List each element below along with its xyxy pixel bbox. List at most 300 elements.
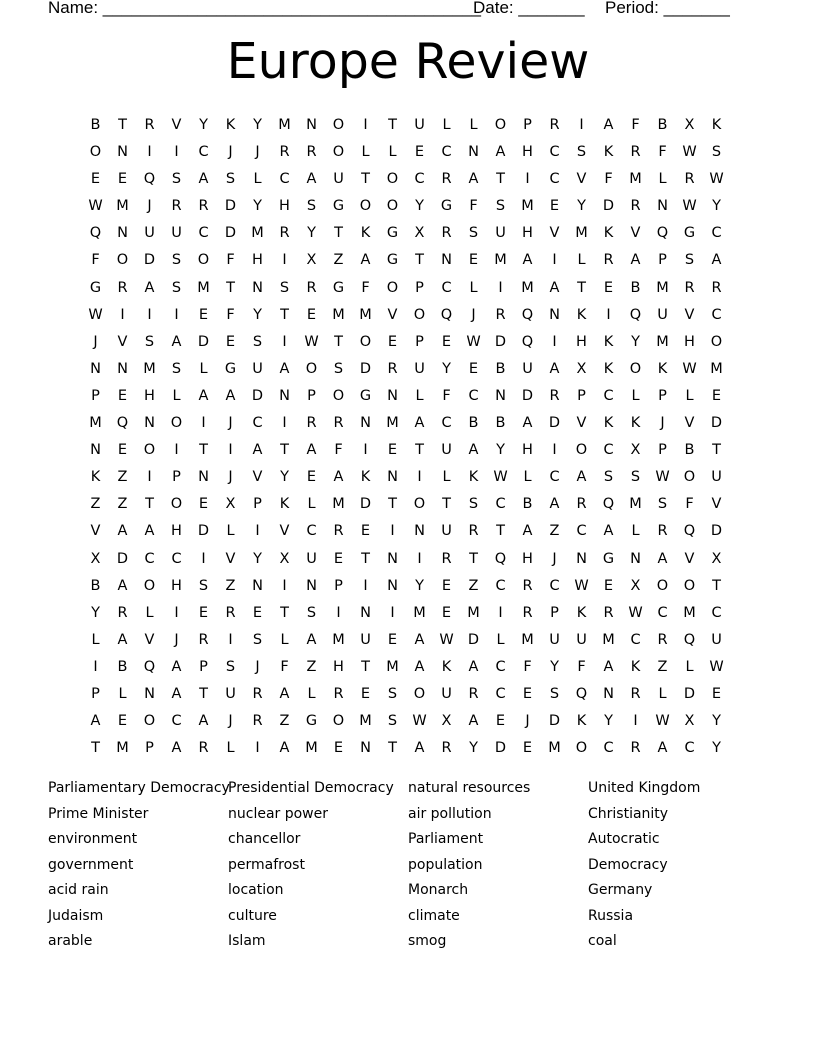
grid-letter: M	[386, 658, 399, 675]
grid-letter: Q	[116, 415, 129, 432]
grid-letter: N	[144, 685, 155, 702]
grid-letter: X	[684, 117, 695, 133]
grid-letter: A	[144, 279, 155, 296]
grid-row	[82, 600, 730, 627]
grid-letter: Q	[575, 685, 588, 702]
grid-letter: L	[307, 685, 316, 702]
grid-letter: A	[171, 685, 182, 702]
grid-letter: U	[441, 442, 452, 459]
grid-letter: J	[552, 550, 557, 567]
grid-letter: J	[228, 713, 233, 730]
grid-letter: Q	[656, 225, 669, 242]
grid-letter: T	[442, 496, 451, 513]
grid-letter: A	[333, 469, 344, 486]
grid-letter: S	[387, 685, 398, 702]
grid-letter: T	[712, 577, 721, 594]
grid-letter: F	[523, 658, 532, 675]
grid-letter: S	[333, 360, 344, 377]
grid-letter: X	[630, 577, 641, 594]
grid-letter: T	[361, 658, 370, 675]
grid-letter: K	[360, 225, 371, 242]
grid-letter: F	[631, 117, 640, 133]
grid-letter: C	[495, 658, 506, 675]
grid-letter: X	[279, 550, 290, 567]
grid-letter: E	[360, 523, 371, 540]
grid-letter: T	[199, 442, 208, 459]
grid-letter: M	[386, 415, 399, 432]
grid-letter: E	[387, 333, 398, 350]
grid-letter: M	[494, 252, 507, 269]
grid-letter: S	[495, 198, 506, 215]
word-bank-item: Judaism	[48, 907, 104, 924]
grid-letter: T	[469, 550, 478, 567]
grid-letter: Z	[225, 577, 236, 594]
grid-letter: E	[117, 713, 128, 730]
grid-letter: K	[603, 225, 614, 242]
grid-letter: D	[494, 333, 507, 350]
word-bank-item: Parliamentary Democracy	[48, 780, 230, 796]
grid-letter: S	[684, 252, 695, 269]
grid-letter: B	[90, 117, 101, 133]
grid-letter: Q	[602, 496, 615, 513]
grid-letter: R	[441, 225, 452, 242]
grid-letter: C	[495, 577, 506, 594]
grid-letter: W	[655, 713, 670, 730]
grid-letter: U	[144, 225, 155, 242]
word-bank-item: location	[228, 882, 284, 898]
grid-letter: E	[495, 713, 506, 730]
grid-letter: C	[711, 225, 722, 242]
grid-letter: O	[170, 415, 183, 432]
grid-letter: V	[387, 306, 398, 323]
grid-letter: M	[602, 631, 615, 648]
grid-letter: F	[604, 171, 613, 188]
grid-row	[82, 247, 730, 274]
grid-letter: I	[390, 604, 395, 621]
grid-letter: B	[468, 415, 479, 432]
grid-letter: E	[198, 604, 209, 621]
grid-letter: B	[657, 117, 668, 133]
word-bank-item: Parliament	[408, 831, 484, 847]
grid-letter: R	[441, 171, 452, 188]
grid-letter: A	[171, 740, 182, 757]
grid-letter: S	[630, 469, 641, 486]
grid-letter: M	[629, 496, 642, 513]
grid-letter: I	[147, 144, 152, 161]
grid-letter: A	[549, 360, 560, 377]
grid-letter: K	[90, 469, 101, 486]
grid-letter: E	[117, 171, 128, 188]
grid-letter: X	[90, 550, 101, 567]
grid-letter: H	[576, 333, 587, 350]
grid-row	[82, 139, 730, 166]
grid-letter: X	[711, 550, 722, 567]
word-bank-item: coal	[588, 933, 617, 949]
grid-letter: O	[332, 117, 345, 133]
grid-letter: U	[414, 117, 425, 133]
grid-letter: T	[388, 496, 397, 513]
grid-letter: B	[90, 577, 101, 594]
grid-letter: A	[522, 415, 533, 432]
grid-letter: I	[525, 171, 530, 188]
grid-letter: Y	[280, 469, 289, 486]
grid-letter: C	[414, 171, 425, 188]
grid-letter: A	[468, 442, 479, 459]
grid-letter: Y	[307, 225, 316, 242]
grid-letter: T	[712, 442, 721, 459]
grid-letter: A	[657, 550, 668, 567]
grid-letter: R	[441, 740, 452, 757]
grid-letter: V	[684, 306, 695, 323]
grid-letter: O	[332, 713, 345, 730]
grid-letter: Y	[253, 550, 262, 567]
grid-letter: S	[468, 496, 479, 513]
grid-row	[82, 437, 730, 464]
grid-letter: M	[332, 496, 345, 513]
grid-letter: D	[359, 496, 372, 513]
grid-letter: R	[333, 685, 344, 702]
grid-letter: F	[442, 387, 451, 404]
grid-letter: I	[228, 442, 233, 459]
grid-letter: K	[279, 496, 290, 513]
grid-letter: P	[91, 685, 100, 702]
grid-letter: S	[225, 171, 236, 188]
grid-letter: H	[333, 658, 344, 675]
grid-letter: V	[90, 523, 101, 540]
grid-letter: H	[144, 387, 155, 404]
grid-letter: M	[116, 198, 129, 215]
grid-letter: N	[360, 604, 371, 621]
grid-letter: C	[549, 577, 560, 594]
grid-letter: E	[711, 685, 722, 702]
grid-letter: C	[198, 225, 209, 242]
name-field: Name: ________________________________________	[48, 0, 481, 17]
grid-letter: E	[333, 550, 344, 567]
grid-letter: Q	[521, 333, 534, 350]
grid-letter: I	[255, 523, 260, 540]
grid-letter: O	[332, 387, 345, 404]
grid-letter: S	[171, 360, 182, 377]
grid-letter: U	[441, 685, 452, 702]
grid-letter: K	[711, 117, 722, 133]
grid-row	[82, 329, 730, 356]
grid-row	[82, 193, 730, 220]
word-bank-item: air pollution	[408, 805, 492, 822]
grid-letter: T	[91, 740, 100, 757]
grid-letter: P	[658, 442, 667, 459]
grid-letter: B	[522, 496, 533, 513]
grid-row	[82, 166, 730, 193]
grid-letter: A	[306, 171, 317, 188]
grid-letter: V	[144, 631, 155, 648]
grid-letter: O	[170, 496, 183, 513]
grid-letter: T	[577, 279, 586, 296]
grid-letter: Q	[521, 306, 534, 323]
grid-letter: N	[90, 360, 101, 377]
grid-letter: M	[413, 604, 426, 621]
grid-letter: K	[630, 415, 641, 432]
grid-letter: D	[251, 387, 264, 404]
word-bank-item: Presidential Democracy	[228, 780, 394, 796]
grid-letter: Z	[468, 577, 479, 594]
grid-letter: E	[522, 685, 533, 702]
grid-letter: A	[414, 415, 425, 432]
grid-letter: C	[603, 442, 614, 459]
grid-letter: A	[90, 713, 101, 730]
grid-letter: I	[282, 577, 287, 594]
grid-letter: O	[386, 198, 399, 215]
grid-letter: B	[495, 415, 506, 432]
grid-letter: K	[603, 360, 614, 377]
grid-row	[82, 573, 730, 600]
grid-letter: G	[386, 225, 399, 242]
grid-letter: E	[603, 279, 614, 296]
grid-letter: I	[282, 333, 287, 350]
grid-letter: L	[91, 631, 100, 648]
grid-letter: C	[495, 685, 506, 702]
grid-letter: I	[174, 144, 179, 161]
grid-letter: Q	[629, 306, 642, 323]
grid-letter: W	[439, 631, 454, 648]
grid-letter: D	[224, 225, 237, 242]
word-bank-item: Democracy	[588, 856, 668, 873]
grid-letter: M	[710, 360, 723, 377]
grid-letter: B	[684, 442, 695, 459]
grid-letter: A	[306, 442, 317, 459]
grid-letter: A	[603, 658, 614, 675]
grid-letter: I	[228, 631, 233, 648]
word-bank-item: government	[48, 856, 134, 873]
grid-letter: O	[413, 685, 426, 702]
grid-letter: L	[523, 469, 532, 486]
grid-letter: O	[386, 171, 399, 188]
grid-letter: Q	[440, 306, 453, 323]
grid-letter: N	[306, 577, 317, 594]
grid-letter: K	[603, 415, 614, 432]
grid-letter: R	[171, 198, 182, 215]
grid-row	[82, 681, 730, 708]
grid-letter: R	[630, 685, 641, 702]
grid-letter: A	[279, 685, 290, 702]
grid-letter: L	[226, 523, 235, 540]
grid-letter: J	[471, 306, 476, 323]
grid-letter: D	[494, 740, 507, 757]
grid-letter: I	[363, 442, 368, 459]
grid-letter: U	[711, 631, 722, 648]
grid-letter: H	[171, 577, 182, 594]
grid-letter: Y	[442, 360, 451, 377]
grid-letter: P	[334, 577, 343, 594]
grid-letter: K	[360, 469, 371, 486]
grid-letter: M	[359, 306, 372, 323]
grid-letter: L	[145, 604, 154, 621]
grid-letter: J	[228, 469, 233, 486]
grid-letter: Q	[143, 171, 156, 188]
grid-letter: L	[685, 658, 694, 675]
grid-letter: R	[117, 279, 128, 296]
grid-letter: Q	[494, 550, 507, 567]
grid-letter: E	[252, 604, 263, 621]
grid-letter: X	[306, 252, 317, 269]
grid-letter: H	[252, 252, 263, 269]
grid-letter: N	[603, 685, 614, 702]
grid-letter: P	[145, 740, 154, 757]
grid-letter: F	[469, 198, 478, 215]
grid-letter: Z	[279, 713, 290, 730]
grid-letter: I	[147, 469, 152, 486]
grid-letter: R	[198, 740, 209, 757]
grid-letter: W	[88, 306, 103, 323]
grid-letter: R	[684, 279, 695, 296]
grid-letter: N	[360, 740, 371, 757]
grid-letter: K	[603, 144, 614, 161]
grid-letter: K	[576, 306, 587, 323]
grid-letter: K	[468, 469, 479, 486]
grid-letter: S	[279, 279, 290, 296]
grid-letter: V	[630, 225, 641, 242]
grid-letter: C	[441, 279, 452, 296]
grid-letter: W	[682, 144, 697, 161]
grid-letter: E	[306, 306, 317, 323]
grid-letter: Y	[253, 306, 262, 323]
grid-row	[82, 708, 730, 735]
grid-letter: R	[603, 252, 614, 269]
grid-letter: L	[415, 387, 424, 404]
grid-letter: N	[630, 550, 641, 567]
grid-letter: I	[282, 415, 287, 432]
grid-letter: R	[306, 279, 317, 296]
word-bank-item: chancellor	[228, 831, 301, 847]
grid-letter: R	[333, 415, 344, 432]
grid-letter: G	[386, 252, 399, 269]
grid-row	[82, 112, 730, 139]
grid-letter: P	[658, 387, 667, 404]
grid-letter: R	[495, 306, 506, 323]
grid-letter: A	[603, 523, 614, 540]
grid-letter: H	[279, 198, 290, 215]
grid-letter: R	[306, 415, 317, 432]
grid-letter: O	[494, 117, 507, 133]
grid-letter: X	[630, 442, 641, 459]
grid-row	[82, 627, 730, 654]
grid-letter: S	[468, 225, 479, 242]
grid-letter: R	[198, 198, 209, 215]
grid-letter: R	[630, 198, 641, 215]
grid-letter: N	[144, 415, 155, 432]
grid-letter: M	[305, 740, 318, 757]
grid-letter: T	[280, 306, 289, 323]
grid-letter: A	[603, 117, 614, 133]
grid-letter: N	[387, 550, 398, 567]
grid-letter: G	[683, 225, 696, 242]
grid-row	[82, 518, 730, 545]
grid-letter: S	[171, 279, 182, 296]
grid-letter: C	[171, 550, 182, 567]
grid-letter: J	[660, 415, 665, 432]
grid-letter: M	[656, 279, 669, 296]
word-bank-item: Christianity	[588, 805, 669, 822]
grid-letter: P	[253, 496, 262, 513]
grid-letter: W	[682, 198, 697, 215]
grid-letter: A	[549, 279, 560, 296]
grid-letter: R	[549, 387, 560, 404]
grid-letter: F	[685, 496, 694, 513]
grid-letter: R	[684, 171, 695, 188]
grid-letter: E	[387, 631, 398, 648]
grid-letter: Q	[143, 658, 156, 675]
grid-letter: U	[306, 550, 317, 567]
grid-letter: A	[117, 523, 128, 540]
word-bank-item: Russia	[588, 907, 634, 924]
grid-letter: M	[521, 279, 534, 296]
grid-letter: A	[468, 171, 479, 188]
grid-letter: L	[631, 387, 640, 404]
grid-letter: I	[417, 550, 422, 567]
grid-letter: A	[198, 171, 209, 188]
grid-letter: R	[522, 604, 533, 621]
grid-letter: T	[226, 279, 235, 296]
grid-letter: R	[657, 631, 668, 648]
grid-letter: R	[711, 279, 722, 296]
grid-letter: V	[711, 496, 722, 513]
grid-letter: S	[252, 631, 263, 648]
grid-letter: U	[252, 360, 263, 377]
grid-letter: U	[711, 469, 722, 486]
grid-letter: H	[684, 333, 695, 350]
grid-letter: N	[657, 198, 668, 215]
grid-letter: C	[441, 415, 452, 432]
grid-letter: N	[252, 279, 263, 296]
grid-letter: V	[252, 469, 263, 486]
grid-letter: N	[117, 360, 128, 377]
grid-letter: M	[683, 604, 696, 621]
grid-letter: Y	[253, 198, 262, 215]
grid-letter: L	[685, 387, 694, 404]
grid-letter: I	[120, 306, 125, 323]
grid-letter: E	[198, 306, 209, 323]
grid-letter: L	[577, 252, 586, 269]
grid-letter: O	[656, 577, 669, 594]
grid-letter: O	[143, 713, 156, 730]
grid-letter: G	[224, 360, 237, 377]
grid-letter: S	[306, 604, 317, 621]
grid-letter: L	[442, 469, 451, 486]
grid-letter: F	[226, 306, 235, 323]
grid-letter: M	[116, 740, 129, 757]
grid-letter: C	[171, 713, 182, 730]
grid-letter: L	[307, 496, 316, 513]
grid-letter: W	[574, 577, 589, 594]
grid-letter: S	[225, 658, 236, 675]
grid-letter: I	[93, 658, 98, 675]
grid-letter: D	[548, 415, 561, 432]
grid-letter: I	[363, 117, 368, 133]
grid-row	[82, 302, 730, 329]
grid-letter: A	[171, 658, 182, 675]
grid-letter: I	[147, 306, 152, 323]
grid-letter: E	[117, 442, 128, 459]
grid-letter: A	[198, 387, 209, 404]
grid-letter: T	[334, 333, 343, 350]
word-bank-item: Islam	[228, 933, 266, 949]
grid-letter: A	[360, 252, 371, 269]
grid-letter: R	[225, 604, 236, 621]
grid-letter: N	[117, 144, 128, 161]
grid-letter: R	[549, 117, 560, 133]
grid-letter: R	[252, 713, 263, 730]
grid-letter: D	[116, 550, 129, 567]
grid-letter: E	[414, 144, 425, 161]
